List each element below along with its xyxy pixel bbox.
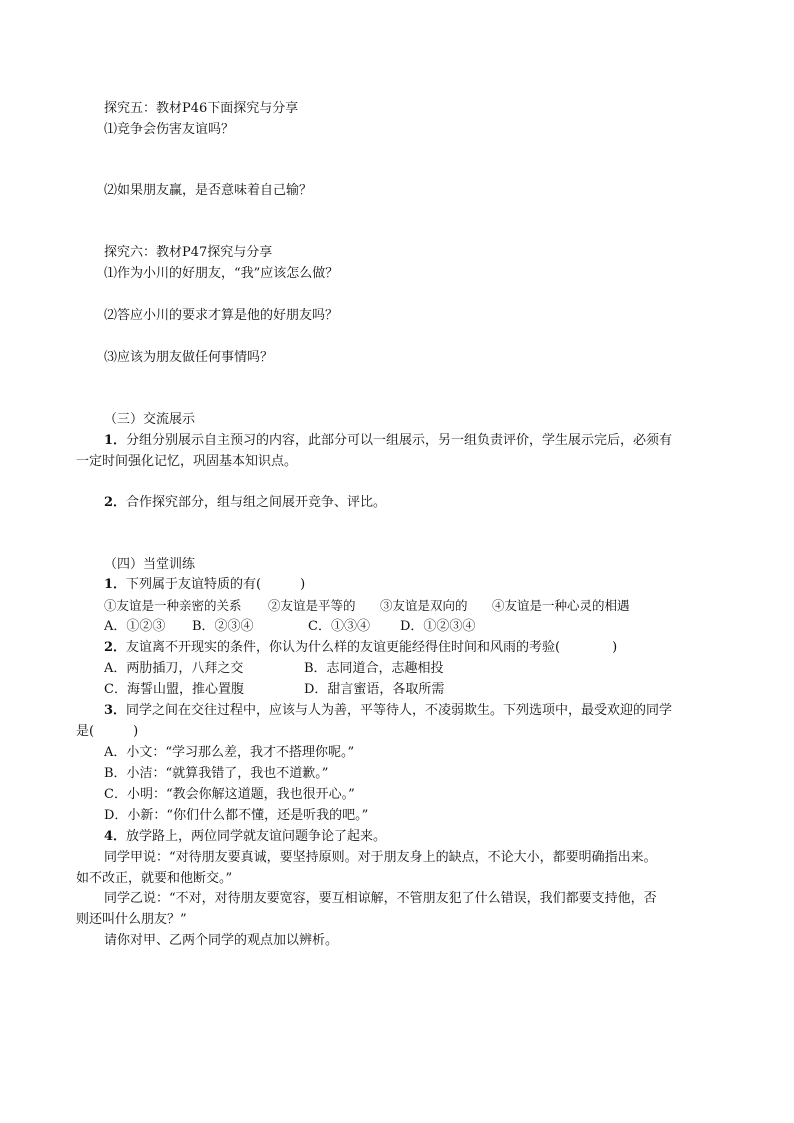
question-4-stem <box>104 828 386 846</box>
question-2-options-row-1 <box>104 660 444 678</box>
explore6-question-2: ⑵答应小川的要求才算是他的好朋友吗？ <box>104 308 339 323</box>
section4-heading: （四）当堂训练 <box>104 557 196 572</box>
option-a: A．两肋插刀，八拜之交 <box>104 661 244 676</box>
explore6-heading: 探究六：教材P47探究与分享 <box>104 245 273 260</box>
question-4-task: 请你对甲、乙两个同学的观点加以辨析。 <box>104 933 339 948</box>
statement: ③友谊是双向的 <box>380 598 468 613</box>
question-text: 放学路上，两位同学就友谊问题争论了起来。 <box>126 829 387 844</box>
item-text: 分组分别展示自主预习的内容，此部分可以一组展示，另一组负责评价，学生展示完后，必须有 <box>126 433 673 448</box>
question-text: 下列属于友谊特质的有( ) <box>126 577 306 592</box>
student-a-statement: 同学甲说：“对待朋友要真诚，要坚持原则。对于朋友身上的缺点，不论大小，都要明确指出来。 <box>104 850 657 865</box>
question-1-statements <box>104 597 630 615</box>
statement: ①友谊是一种亲密的关系 <box>104 598 242 613</box>
question-3-stem-cont: 是( ) <box>76 724 139 739</box>
question-3-stem <box>104 702 672 720</box>
explore5-question-1: ⑴竞争会伤害友谊吗？ <box>104 122 235 137</box>
section3-item-1 <box>104 432 672 450</box>
question-3-option-d: D．小新：“你们什么都不懂，还是听我的吧。” <box>104 808 369 823</box>
explore6-question-1: ⑴作为小川的好朋友，“我”应该怎么做？ <box>104 266 339 281</box>
explore5-question-2: ⑵如果朋友赢，是否意味着自己输？ <box>104 183 313 198</box>
question-number: 2． <box>104 640 127 655</box>
student-a-statement-cont: 如不改正，就要和他断交。” <box>76 871 233 886</box>
option-b: B．②③④ <box>192 619 254 634</box>
option-c: C．海誓山盟，推心置腹 <box>104 682 244 697</box>
option-a: A．①②③ <box>104 619 166 634</box>
question-1-stem <box>104 576 305 594</box>
question-2-options-row-2 <box>104 681 444 699</box>
statement: ④友谊是一种心灵的相遇 <box>492 598 630 613</box>
option-b: B．志同道合，志趣相投 <box>304 661 444 676</box>
item-number: 2． <box>104 495 127 510</box>
option-d: D．①②③④ <box>400 619 476 634</box>
explore6-question-3: ⑶应该为朋友做任何事情吗？ <box>104 350 274 365</box>
student-b-statement-cont: 则还叫什么朋友？” <box>76 912 187 927</box>
section3-item-2 <box>104 494 386 512</box>
section3-heading: （三）交流展示 <box>104 412 196 427</box>
section3-item-1-cont: 一定时间强化记忆，巩固基本知识点。 <box>76 454 298 469</box>
question-number: 1． <box>104 577 127 592</box>
question-1-options <box>104 618 475 636</box>
question-number: 4． <box>104 829 127 844</box>
question-text: 友谊离不开现实的条件，你认为什么样的友谊更能经得住时间和风雨的考验( ) <box>126 640 618 655</box>
question-3-option-a: A．小文：“学习那么差，我才不搭理你呢。” <box>104 745 355 760</box>
question-3-option-c: C．小明：“教会你解这道题，我也很开心。” <box>104 787 355 802</box>
question-number: 3． <box>104 703 127 718</box>
question-text: 同学之间在交往过程中，应该与人为善，平等待人，不凌弱欺生。下列选项中，最受欢迎的同学 <box>126 703 673 718</box>
statement: ②友谊是平等的 <box>268 598 356 613</box>
question-2-stem <box>104 639 617 657</box>
student-b-statement: 同学乙说：“不对，对待朋友要宽容，要互相谅解，不管朋友犯了什么错误，我们都要支持他，否 <box>104 891 657 906</box>
item-number: 1． <box>104 433 127 448</box>
question-3-option-b: B．小洁：“就算我错了，我也不道歉。” <box>104 766 329 781</box>
option-d: D．甜言蜜语，各取所需 <box>304 682 445 697</box>
item-text: 合作探究部分，组与组之间展开竞争、评比。 <box>126 495 387 510</box>
option-c: C．①③④ <box>308 619 370 634</box>
explore5-heading: 探究五：教材P46下面探究与分享 <box>104 101 299 116</box>
